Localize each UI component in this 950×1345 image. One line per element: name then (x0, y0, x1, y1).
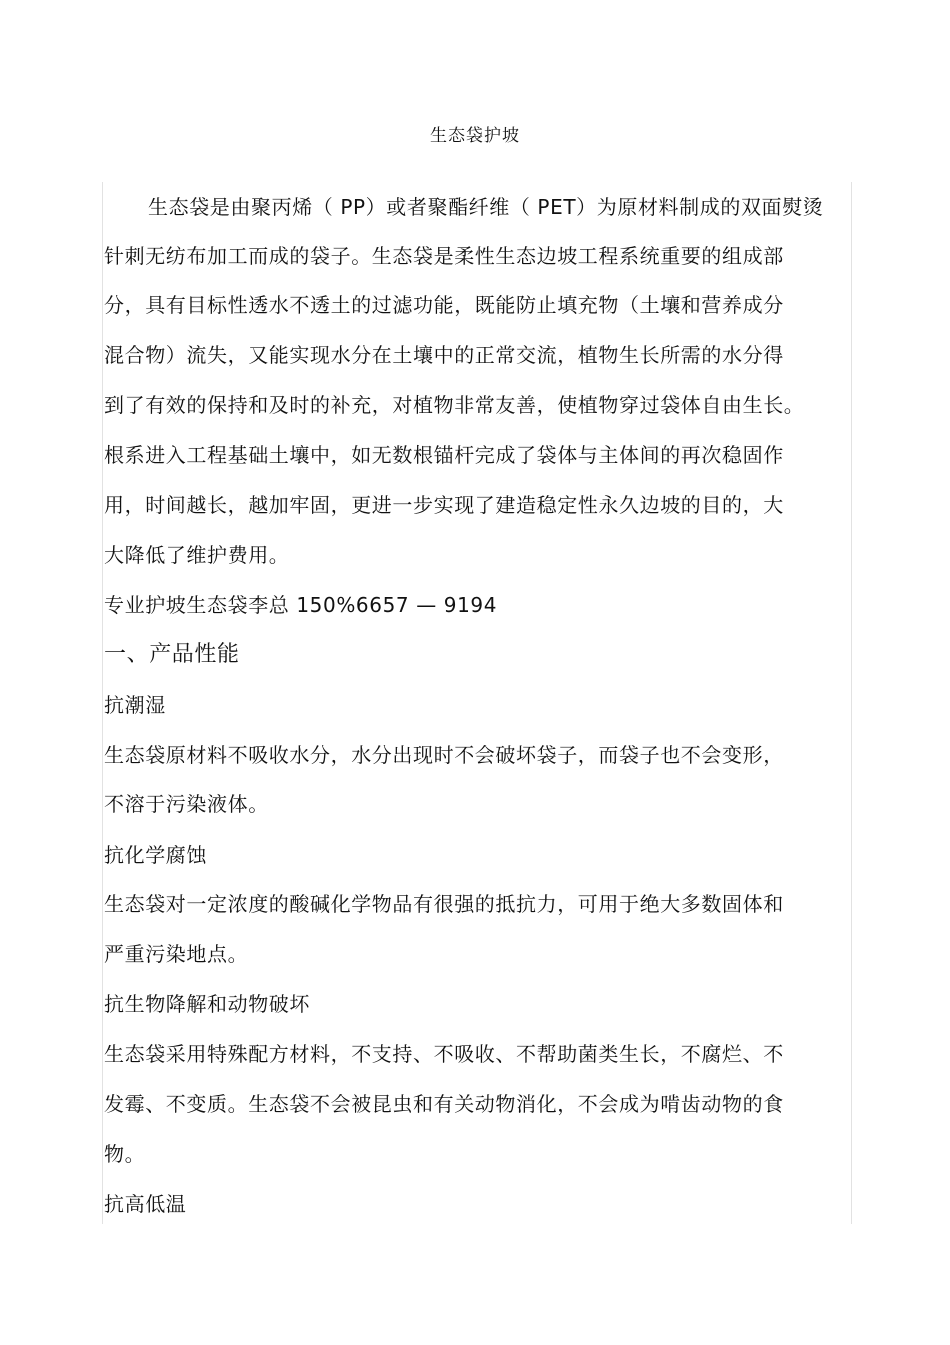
property-text-line: 不溶于污染液体。 (104, 792, 269, 816)
right-margin-rule (851, 182, 852, 1224)
property-text-line: 严重污染地点。 (104, 942, 249, 966)
property-heading: 抗生物降解和动物破坏 (104, 992, 310, 1016)
property-heading: 抗潮湿 (104, 693, 166, 717)
intro-line: 分，具有目标性透水不透土的过滤功能，既能防止填充物（土壤和营养成分 (104, 293, 784, 317)
property-text-line: 发霉、不变质。生态袋不会被昆虫和有关动物消化，不会成为啃齿动物的食 (104, 1092, 784, 1116)
intro-line: 生态袋是由聚丙烯（ PP）或者聚酯纤维（ PET）为原材料制成的双面熨烫 (148, 195, 824, 219)
left-margin-rule (102, 182, 103, 1224)
contact-line: 专业护坡生态袋李总 150%6657 — 9194 (104, 593, 498, 617)
property-text-line: 物。 (104, 1142, 146, 1166)
property-text-line: 生态袋对一定浓度的酸碱化学物品有很强的抵抗力，可用于绝大多数固体和 (104, 892, 784, 916)
property-text-line: 生态袋采用特殊配方材料，不支持、不吸收、不帮助菌类生长，不腐烂、不 (104, 1042, 784, 1066)
property-heading: 抗高低温 (104, 1192, 187, 1216)
intro-line: 根系进入工程基础土壤中，如无数根锚杆完成了袋体与主体间的再次稳固作 (104, 443, 784, 467)
intro-line: 混合物）流失，又能实现水分在土壤中的正常交流，植物生长所需的水分得 (104, 343, 784, 367)
intro-line: 大降低了维护费用。 (104, 543, 290, 567)
intro-line: 用，时间越长，越加牢固，更进一步实现了建造稳定性永久边坡的目的，大 (104, 493, 784, 517)
intro-line: 到了有效的保持和及时的补充，对植物非常友善，使植物穿过袋体自由生长。 (104, 393, 805, 417)
property-heading: 抗化学腐蚀 (104, 843, 207, 867)
page-title: 生态袋护坡 (430, 126, 520, 146)
section-heading: 一、产品性能 (104, 642, 240, 667)
intro-line: 针刺无纺布加工而成的袋子。生态袋是柔性生态边坡工程系统重要的组成部 (104, 244, 784, 268)
property-text-line: 生态袋原材料不吸收水分，水分出现时不会破坏袋子，而袋子也不会变形， (104, 743, 784, 767)
